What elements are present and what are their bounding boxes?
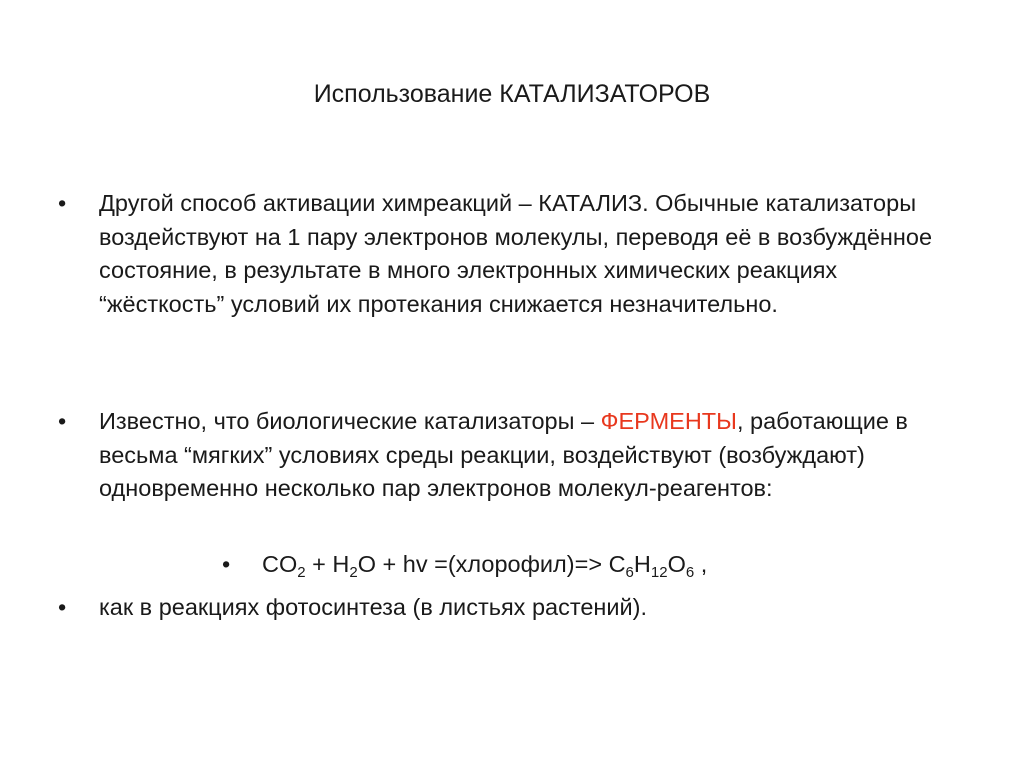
bullet-marker: •: [222, 551, 231, 577]
formula-subscript: 12: [650, 564, 668, 581]
formula-subscript: 2: [349, 564, 358, 581]
bullet-marker: •: [58, 190, 67, 216]
formula-subscript: 6: [625, 564, 634, 581]
photosynthesis-formula: [222, 548, 707, 582]
bullet-text: Другой способ активации химреакций – КАТАЛИЗ. Обычные катализаторы воздействуют на 1 пару электронов молекулы, переводя её в возбуждённое состояние, в результате в много электронных химических реакциях “жёсткость” условий их протекания снижается незначительно.: [99, 190, 933, 317]
enzymes-highlight: ФЕРМЕНТЫ: [600, 408, 737, 434]
formula-part: ,: [694, 551, 708, 577]
bullet-text-before: Известно, что биологические катализаторы –: [99, 408, 601, 434]
bullet-enzymes: [58, 405, 938, 506]
bullet-photosynthesis: [58, 591, 938, 625]
bullet-marker: •: [58, 594, 67, 620]
formula-subscript: 2: [297, 564, 306, 581]
formula-subscript: 6: [685, 564, 695, 581]
bullet-catalysis: [58, 187, 938, 321]
bullet-text: как в реакциях фотосинтеза (в листьях растений).: [99, 594, 647, 620]
bullet-text-after: , работающие в весьма “мягких” условиях среды реакции, воздействуют (возбуждают) одновременно несколько пар электронов молекул-реагентов:: [99, 408, 908, 501]
bullet-text: [99, 405, 938, 506]
formula-part: + H: [305, 551, 350, 577]
formula-part: CO: [262, 551, 298, 577]
formula-part: H: [633, 551, 651, 577]
formula-part: O + hv =(хлорофил)=> C: [357, 551, 626, 577]
formula-part: O: [667, 551, 686, 577]
bullet-marker: •: [58, 408, 67, 434]
formula-text: [262, 548, 707, 582]
slide-title: Использование КАТАЛИЗАТОРОВ: [313, 80, 711, 108]
